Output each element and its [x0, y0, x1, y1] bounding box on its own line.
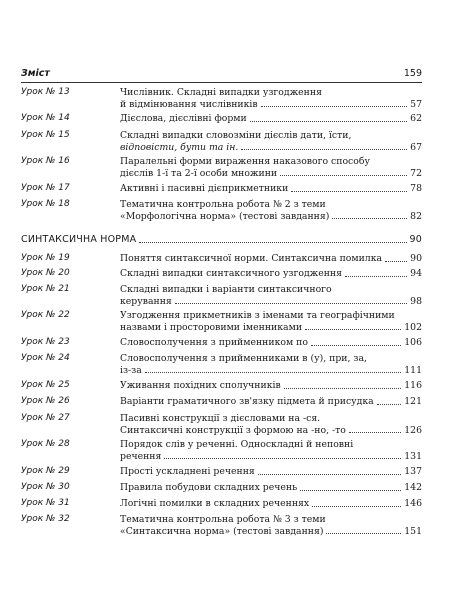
- lesson-label: Урок № 21: [21, 284, 70, 294]
- entry-page: 137: [404, 466, 422, 477]
- section-title: СИНТАКСИЧНА НОРМА: [21, 234, 137, 246]
- lesson-label: Урок № 18: [21, 199, 70, 209]
- lesson-label: Урок № 15: [21, 130, 70, 140]
- lesson-label: Урок № 25: [21, 380, 70, 390]
- dot-leader: [332, 217, 407, 219]
- entry-page: 62: [410, 113, 422, 124]
- lesson-label: Урок № 23: [21, 337, 70, 347]
- lesson-label: Урок № 14: [21, 113, 70, 123]
- entry-line: Логічні помилки в складних реченнях: [120, 498, 310, 509]
- entry-line: Тематична контрольна робота № 3 з теми: [120, 514, 326, 525]
- entry-page: 102: [404, 321, 422, 333]
- dot-leader: [385, 260, 407, 262]
- lesson-label: Урок № 27: [21, 413, 70, 423]
- dot-leader: [312, 505, 401, 507]
- entry-line: назвами і просторовими іменниками: [120, 321, 303, 333]
- entry-page: 131: [404, 450, 422, 462]
- lesson-label: Урок № 22: [21, 310, 70, 320]
- entry-page: 67: [410, 141, 422, 153]
- entry-line: Числівник. Складні випадки узгодження: [120, 87, 322, 98]
- dot-leader: [284, 387, 402, 389]
- entry-page: 98: [410, 295, 422, 307]
- section-page: 90: [409, 234, 422, 246]
- entry-line: Узгодження прикметників з іменами та географічними: [120, 310, 395, 321]
- entry-line: й відмінювання числівників: [120, 98, 258, 110]
- lesson-label: Урок № 31: [21, 498, 70, 508]
- entry-line: Складні випадки і варіанти синтаксичного: [120, 284, 332, 295]
- dot-leader: [345, 275, 407, 277]
- dot-leader: [326, 532, 401, 534]
- entry-line: Правила побудови складних речень: [120, 482, 298, 493]
- entry-line: Складні випадки синтаксичного узгодження: [120, 268, 342, 279]
- lesson-label: Урок № 29: [21, 466, 70, 476]
- entry-line: «Морфологічна норма» (тестові завдання): [120, 210, 330, 222]
- lesson-label: Урок № 32: [21, 514, 70, 524]
- entry-line: Прості ускладнені речення: [120, 466, 255, 477]
- entry-line: Складні випадки словозміни дієслів дати, їсти,: [120, 130, 352, 141]
- lesson-label: Урок № 24: [21, 353, 70, 363]
- entry-page: 90: [410, 253, 422, 264]
- dot-leader: [349, 431, 401, 433]
- entry-page: 82: [410, 210, 422, 222]
- entry-line: Словосполучення з прийменниками в (у), при, за,: [120, 353, 367, 364]
- lesson-label: Урок № 16: [21, 156, 70, 166]
- lesson-label: Урок № 13: [21, 87, 70, 97]
- entry-page: 126: [404, 424, 422, 436]
- lesson-label: Урок № 28: [21, 439, 70, 449]
- running-head: [21, 68, 422, 83]
- dot-leader: [258, 473, 401, 475]
- dot-leader: [145, 371, 401, 373]
- dot-leader: [291, 190, 407, 192]
- dot-leader: [139, 241, 406, 243]
- entry-page: 151: [404, 525, 422, 537]
- running-head-title: Зміст: [21, 68, 50, 80]
- entry-line: Дієслова, дієслівні форми: [120, 113, 247, 124]
- entry-page: 146: [404, 498, 422, 509]
- entry-line: Поняття синтаксичної норми. Синтаксична помилка: [120, 253, 383, 264]
- running-head-page-number: 159: [403, 68, 422, 80]
- entry-line: Тематична контрольна робота № 2 з теми: [120, 199, 326, 210]
- dot-leader: [175, 302, 407, 304]
- entry-page: 121: [404, 396, 422, 407]
- lesson-label: Урок № 20: [21, 268, 70, 278]
- entry-page: 57: [410, 98, 422, 110]
- entry-line: Порядок слів у реченні. Односкладні й неповні: [120, 439, 354, 450]
- dot-leader: [311, 344, 401, 346]
- entry-page: 116: [404, 380, 422, 391]
- lesson-label: Урок № 19: [21, 253, 70, 263]
- entry-line: керування: [120, 295, 172, 307]
- lesson-label: Урок № 17: [21, 183, 70, 193]
- dot-leader: [280, 174, 407, 176]
- dot-leader: [164, 457, 401, 459]
- entry-line: Уживання похідних сполучників: [120, 380, 281, 391]
- entry-line: Паралельні форми вираження наказового способу: [120, 156, 370, 167]
- entry-page: 72: [410, 167, 422, 179]
- entry-page: 111: [404, 364, 422, 376]
- entry-line: «Синтаксична норма» (тестові завдання): [120, 525, 324, 537]
- entry-line: Синтаксичні конструкції з формою на -но, -то: [120, 424, 346, 436]
- section-heading: [21, 234, 422, 246]
- entry-line: дієслів 1-ї та 2-ї особи множини: [120, 167, 278, 179]
- entry-line: із-за: [120, 364, 142, 376]
- dot-leader: [305, 328, 401, 330]
- lesson-label: Урок № 30: [21, 482, 70, 492]
- entry-page: 142: [404, 482, 422, 493]
- dot-leader: [300, 489, 401, 491]
- entry-page: 106: [404, 337, 422, 348]
- entry-line: речення: [120, 450, 162, 462]
- entry-line: Пасивні конструкції з дієсловами на -ся.: [120, 413, 321, 424]
- dot-leader: [241, 148, 407, 150]
- dot-leader: [250, 120, 407, 122]
- entry-line: Активні і пасивні дієприкметники: [120, 183, 289, 194]
- entry-page: 94: [410, 268, 422, 279]
- dot-leader: [377, 403, 402, 405]
- entry-line: відповісти, бути та ін.: [120, 141, 239, 153]
- entry-line: Словосполучення з прийменником по: [120, 337, 308, 348]
- entry-line: Варіанти граматичного зв'язку підмета й присудка: [120, 396, 374, 407]
- lesson-label: Урок № 26: [21, 396, 70, 406]
- entry-page: 78: [410, 183, 422, 194]
- dot-leader: [261, 105, 408, 107]
